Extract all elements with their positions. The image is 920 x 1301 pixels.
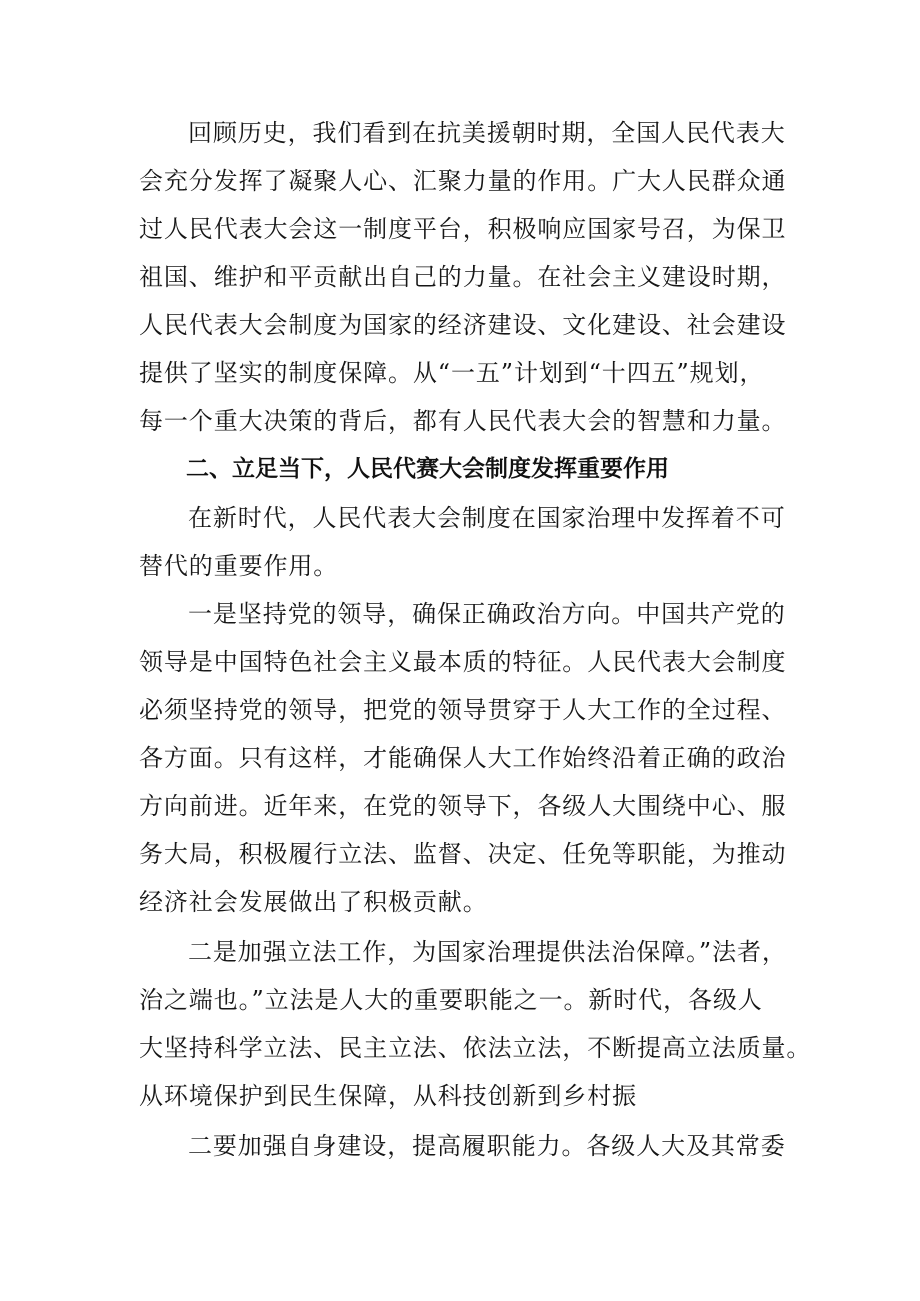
paragraph-leadership-line-5: 方向前进。近年来，在党的领导下，各级人大围绕中心、服	[139, 792, 787, 820]
paragraph-history-line-4: 祖国、维护和平贡献出自己的力量。在社会主义建设时期，	[139, 263, 787, 291]
paragraph-new-era-line-2: 替代的重要作用。	[139, 552, 339, 580]
paragraph-legislation-line-4: 从环境保护到民生保障，从科技创新到乡村振	[139, 1082, 637, 1110]
paragraph-legislation-line-2: 治之端也。”立法是人大的重要职能之一。新时代，各级人	[139, 986, 763, 1014]
paragraph-leadership-line-6: 务大局，积极履行立法、监督、决定、任免等职能，为推动	[139, 840, 787, 868]
paragraph-leadership-line-2: 领导是中国特色社会主义最本质的特征。人民代表大会制度	[139, 648, 787, 676]
paragraph-history-line-3: 过人民代表大会这一制度平台，积极响应国家号召，为保卫	[139, 215, 787, 243]
paragraph-leadership-line-4: 各方面。只有这样，才能确保人大工作始终沿着正确的政治	[139, 744, 787, 772]
paragraph-history-line-1: 回顾历史，我们看到在抗美援朝时期，全国人民代表大	[188, 119, 786, 147]
paragraph-history-line-6: 提供了坚实的制度保障。从“一五”计划到“十四五”规划，	[139, 359, 765, 387]
paragraph-leadership-line-1: 一是坚持党的领导，确保正确政治方向。中国共产党的	[188, 600, 786, 628]
paragraph-legislation-line-3: 大坚持科学立法、民主立法、依法立法，不断提高立法质量。	[139, 1034, 812, 1062]
paragraph-self-building-line-1: 二要加强自身建设，提高履职能力。各级人大及其常委	[188, 1132, 786, 1160]
paragraph-legislation-line-1: 二是加强立法工作，为国家治理提供法治保障。”法者，	[188, 938, 787, 966]
paragraph-history-line-2: 会充分发挥了凝聚人心、汇聚力量的作用。广大人民群众通	[139, 167, 787, 195]
paragraph-leadership-line-3: 必须坚持党的领导，把党的领导贯穿于人大工作的全过程、	[139, 696, 787, 724]
paragraph-history-line-5: 人民代表大会制度为国家的经济建设、文化建设、社会建设	[139, 311, 787, 339]
paragraph-new-era-line-1: 在新时代，人民代表大会制度在国家治理中发挥着不可	[188, 504, 786, 532]
paragraph-leadership-line-7: 经济社会发展做出了积极贡献。	[139, 888, 488, 916]
section-heading: 二、立足当下，人民代赛大会制度发挥重要作用	[186, 456, 669, 482]
paragraph-history-line-7: 每一个重大决策的背后，都有人民代表大会的智慧和力量。	[139, 407, 787, 435]
